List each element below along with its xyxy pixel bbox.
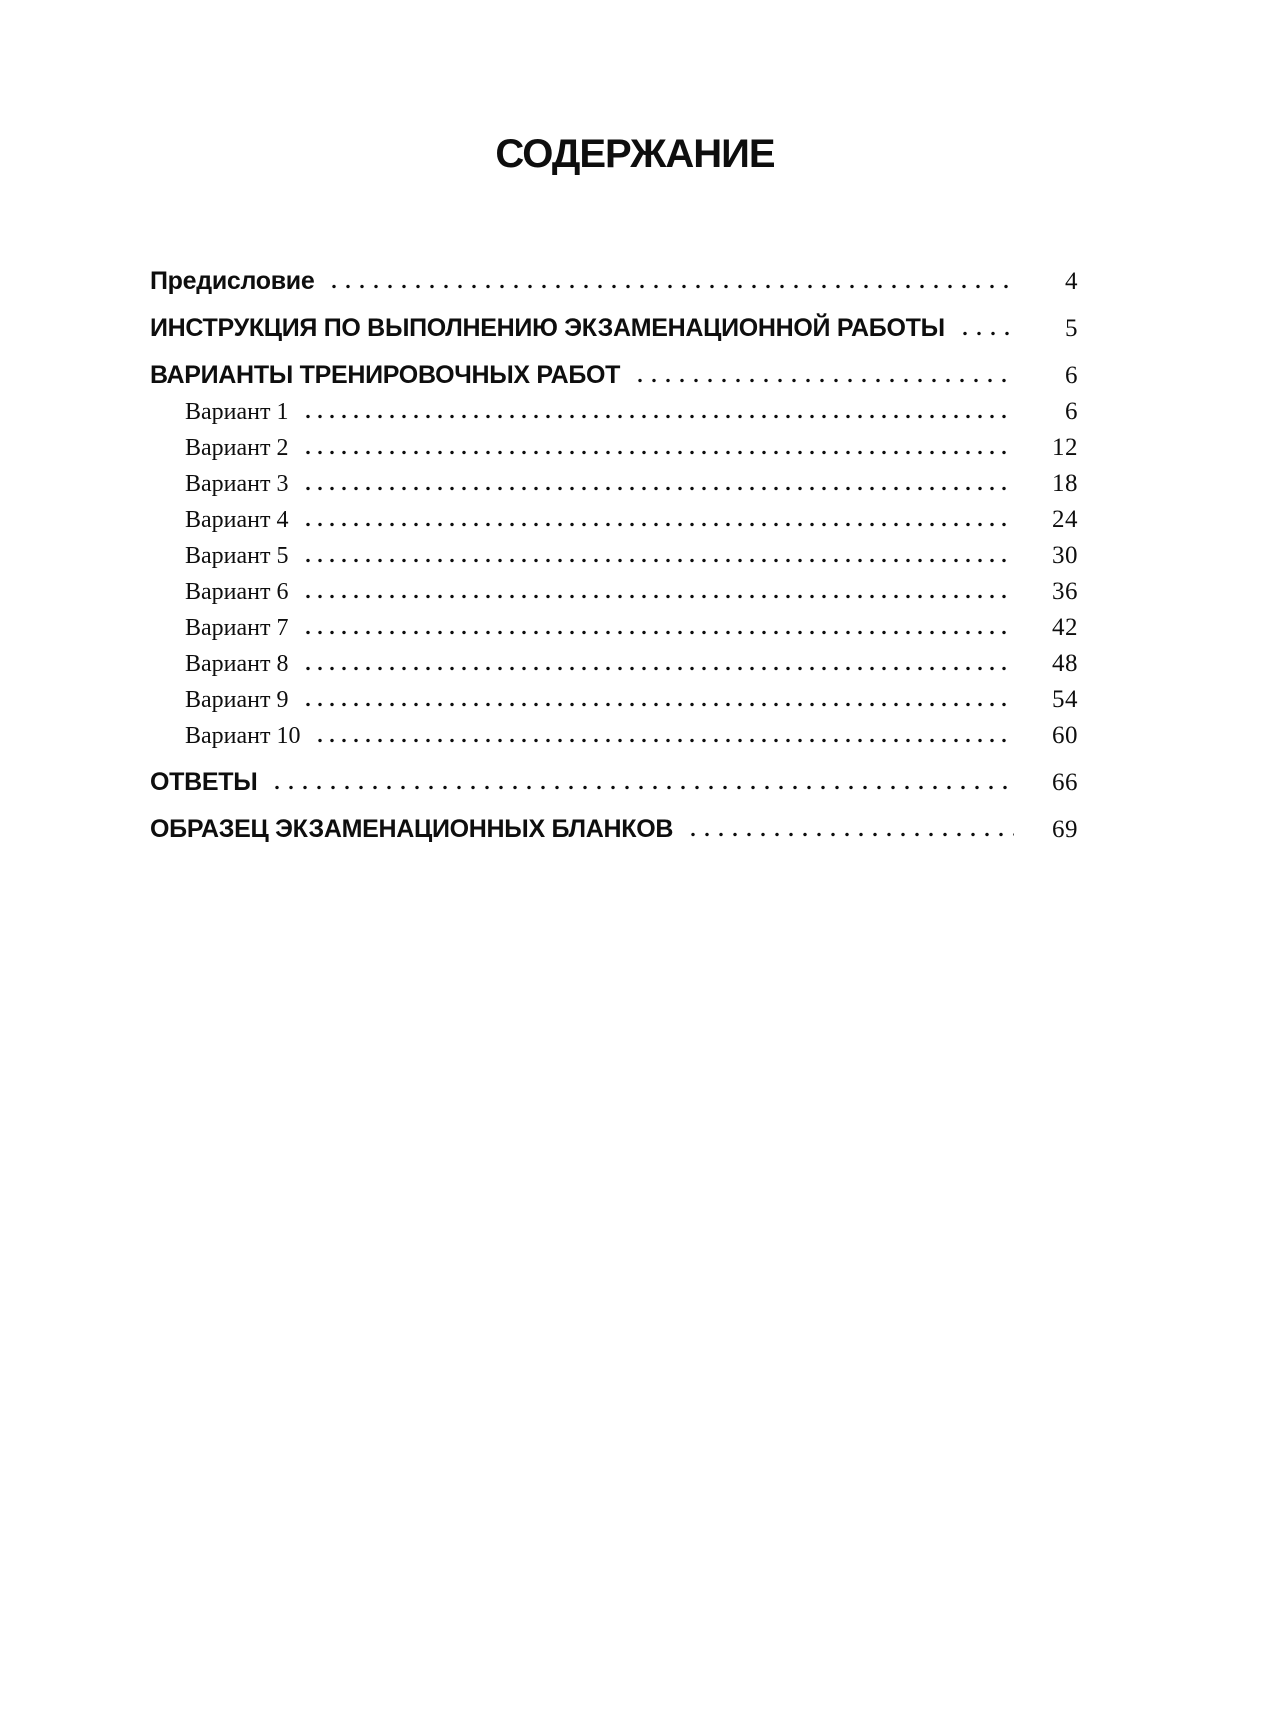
toc-entry-page: 6 xyxy=(1065,398,1078,425)
toc-entry-page: 6 xyxy=(1065,362,1078,389)
toc-entry xyxy=(150,398,1078,426)
toc-entry-page: 4 xyxy=(1065,268,1078,295)
toc-entry-page: 60 xyxy=(1052,722,1078,749)
toc-entry-label: Вариант 3 xyxy=(185,471,289,497)
toc-leader-dots xyxy=(958,331,1014,336)
toc-leader-dots xyxy=(302,486,1015,491)
toc-leader-dots xyxy=(314,738,1015,743)
toc-entry xyxy=(150,434,1078,462)
toc-entry-label: Предисловие xyxy=(150,267,315,295)
toc-entry-label: Вариант 10 xyxy=(185,723,301,749)
toc-entry xyxy=(150,614,1078,642)
toc-leader-dots xyxy=(270,785,1014,790)
toc-entry-page: 36 xyxy=(1052,578,1078,605)
toc-leader-dots xyxy=(302,558,1015,563)
toc-entry-label: ОБРАЗЕЦ ЭКЗАМЕНАЦИОННЫХ БЛАНКОВ xyxy=(150,815,674,843)
toc-entry-page: 18 xyxy=(1052,470,1078,497)
toc-entry xyxy=(150,314,1078,343)
toc-entry-label: Вариант 9 xyxy=(185,687,289,713)
toc-leader-dots xyxy=(327,284,1014,289)
toc-entry xyxy=(150,470,1078,498)
toc-entry-label: ОТВЕТЫ xyxy=(150,768,258,796)
page-title: СОДЕРЖАНИЕ xyxy=(495,131,775,176)
toc-leader-dots xyxy=(633,378,1014,383)
toc-leader-dots xyxy=(302,702,1015,707)
toc-list xyxy=(150,267,1078,844)
toc-leader-dots xyxy=(686,832,1014,837)
toc-entry-page: 30 xyxy=(1052,542,1078,569)
toc-entry-label: Вариант 5 xyxy=(185,543,289,569)
toc-entry-page: 42 xyxy=(1052,614,1078,641)
toc-leader-dots xyxy=(302,594,1015,599)
toc-leader-dots xyxy=(302,450,1015,455)
toc-leader-dots xyxy=(302,666,1015,671)
toc-entry-page: 24 xyxy=(1052,506,1078,533)
toc-entry-label: Вариант 6 xyxy=(185,579,289,605)
toc-entry xyxy=(150,578,1078,606)
toc-entry xyxy=(150,542,1078,570)
toc-entry-label: Вариант 8 xyxy=(185,651,289,677)
toc-entry xyxy=(150,768,1078,797)
toc-entry xyxy=(150,361,1078,390)
toc-entry-page: 69 xyxy=(1052,816,1078,843)
toc-entry-label: Вариант 7 xyxy=(185,615,289,641)
toc-entry-page: 54 xyxy=(1052,686,1078,713)
toc-entry-label: Вариант 4 xyxy=(185,507,289,533)
toc-entry xyxy=(150,650,1078,678)
toc-leader-dots xyxy=(302,630,1015,635)
toc-entry xyxy=(150,686,1078,714)
toc-entry xyxy=(150,506,1078,534)
toc-entry-label: ВАРИАНТЫ ТРЕНИРОВОЧНЫХ РАБОТ xyxy=(150,361,621,389)
toc-entry-label: ИНСТРУКЦИЯ ПО ВЫПОЛНЕНИЮ ЭКЗАМЕНАЦИОННОЙ РАБОТЫ xyxy=(150,314,945,342)
toc-entry xyxy=(150,267,1078,296)
toc-entry-label: Вариант 1 xyxy=(185,399,289,425)
toc-entry-page: 5 xyxy=(1065,315,1078,342)
toc-entry-page: 66 xyxy=(1052,769,1078,796)
toc-leader-dots xyxy=(302,522,1015,527)
toc-leader-dots xyxy=(302,414,1015,419)
toc-entry-page: 48 xyxy=(1052,650,1078,677)
toc-entry xyxy=(150,722,1078,750)
toc-entry xyxy=(150,815,1078,844)
toc-entry-page: 12 xyxy=(1052,434,1078,461)
toc-entry-label: Вариант 2 xyxy=(185,435,289,461)
